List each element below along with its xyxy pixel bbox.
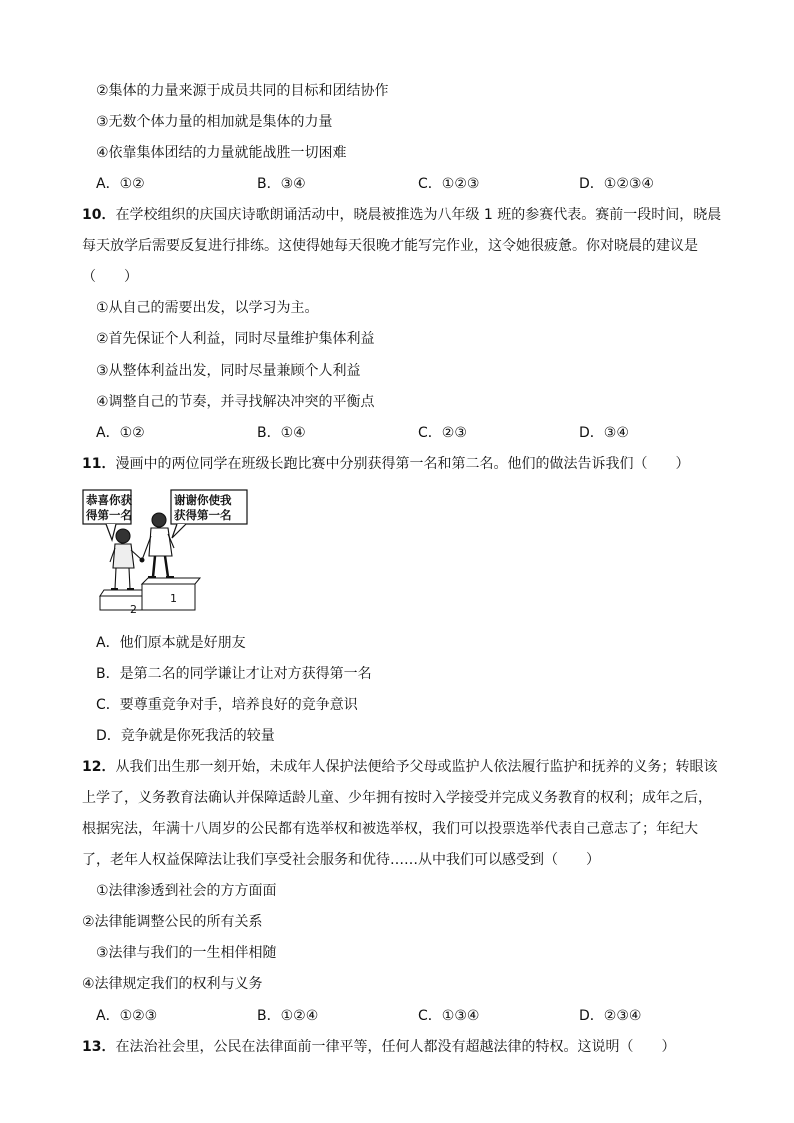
q11-option-a[interactable]: A．他们原本就是好朋友 xyxy=(96,635,246,651)
student-second-figure xyxy=(110,529,142,589)
q12-statement-4: ④法律规定我们的权利与义务 xyxy=(82,976,263,992)
q10-statement-3: ③从整体利益出发，同时尽量兼顾个人利益 xyxy=(96,363,361,379)
q12-stem-line-2: 上学了，义务教育法确认并保障适龄儿童、少年拥有按时入学接受并完成义务教育的权利；成年之后， xyxy=(82,790,712,806)
q10-answer-blank: （ ） xyxy=(82,269,138,285)
q12-option-b[interactable]: B．①②④ xyxy=(257,1008,319,1024)
q12-number: 12． xyxy=(82,759,116,775)
q9-statement-2: ②集体的力量来源于成员共同的目标和团结协作 xyxy=(96,83,389,99)
q11-option-d[interactable]: D．竞争就是你死我活的较量 xyxy=(96,728,275,744)
bubble-left-text-2: 得第一名 xyxy=(86,508,132,522)
q9-option-c[interactable]: C．①②③ xyxy=(418,176,480,192)
q9-option-a[interactable]: A．①② xyxy=(96,176,145,192)
q12-stem-line-4: 了，老年人权益保障法让我们享受社会服务和优待……从中我们可以感受到（ ） xyxy=(82,852,600,868)
q10-option-c[interactable]: C．②③ xyxy=(418,425,467,441)
student-first-figure xyxy=(142,513,174,577)
q11-stem: 11．漫画中的两位同学在班级长跑比赛中分别获得第一名和第二名。他们的做法告诉我们（ ） xyxy=(82,456,690,472)
q12-option-d[interactable]: D．②③④ xyxy=(579,1008,642,1024)
q9-statement-4: ④依靠集体团结的力量就能战胜一切困难 xyxy=(96,145,347,161)
q12-options xyxy=(0,1006,794,1026)
q10-option-b[interactable]: B．①④ xyxy=(257,425,306,441)
q10-stem-line-2: 每天放学后需要反复进行排练。这使得她每天很晚才能写完作业，这令她很疲惫。你对晓晨的建议是 xyxy=(82,238,698,254)
q12-option-a[interactable]: A．①②③ xyxy=(96,1008,158,1024)
q9-option-b[interactable]: B．③④ xyxy=(257,176,306,192)
q10-option-a[interactable]: A．①② xyxy=(96,425,145,441)
q12-option-c[interactable]: C．①③④ xyxy=(418,1008,480,1024)
q10-option-d[interactable]: D．③④ xyxy=(579,425,629,441)
q13-number: 13． xyxy=(82,1039,116,1055)
q9-statement-3: ③无数个体力量的相加就是集体的力量 xyxy=(96,114,333,130)
podium-first xyxy=(142,584,195,610)
q13-stem: 13．在法治社会里，公民在法律面前一律平等，任何人都没有超越法律的特权。这说明（ ） xyxy=(82,1039,676,1055)
podium-second-label: 2 xyxy=(130,603,137,616)
q12-statement-2: ②法律能调整公民的所有关系 xyxy=(82,914,263,930)
q10-statement-1: ①从自己的需要出发，以学习为主。 xyxy=(96,300,319,316)
q10-options xyxy=(0,423,794,443)
comic-illustration xyxy=(82,488,232,616)
q12-stem-line-1: 12．从我们出生那一刻开始，未成年人保护法便给予父母或监护人依法履行监护和抚养的义务；转眼该 xyxy=(82,759,718,775)
q11-number: 11． xyxy=(82,456,116,472)
q10-statement-4: ④调整自己的节奏，并寻找解决冲突的平衡点 xyxy=(96,394,375,410)
q12-stem-line-3: 根据宪法，年满十八周岁的公民都有选举权和被选举权，我们可以投票选举代表自己意志了；年纪大 xyxy=(82,821,698,837)
q9-option-d[interactable]: D．①②③④ xyxy=(579,176,654,192)
q10-statement-2: ②首先保证个人利益，同时尽量维护集体利益 xyxy=(96,331,375,347)
q11-option-b[interactable]: B．是第二名的同学谦让才让对方获得第一名 xyxy=(96,666,372,682)
q12-statement-3: ③法律与我们的一生相伴相随 xyxy=(96,945,277,961)
q10-stem-line-1: 10．在学校组织的庆国庆诗歌朗诵活动中，晓晨被推选为八年级 1 班的参赛代表。赛前一段时间，晓晨 xyxy=(82,207,722,223)
q10-number: 10． xyxy=(82,207,116,223)
podium-first-label: 1 xyxy=(170,592,177,605)
q11-option-c[interactable]: C．要尊重竞争对手，培养良好的竞争意识 xyxy=(96,697,358,713)
q12-statement-1: ①法律渗透到社会的方方面面 xyxy=(96,883,277,899)
bubble-right-text-1: 谢谢你使我 xyxy=(174,493,232,507)
q9-options xyxy=(0,174,794,194)
bubble-right-text-2: 获得第一名 xyxy=(174,508,232,522)
bubble-left-text-1: 恭喜你获 xyxy=(86,493,132,507)
